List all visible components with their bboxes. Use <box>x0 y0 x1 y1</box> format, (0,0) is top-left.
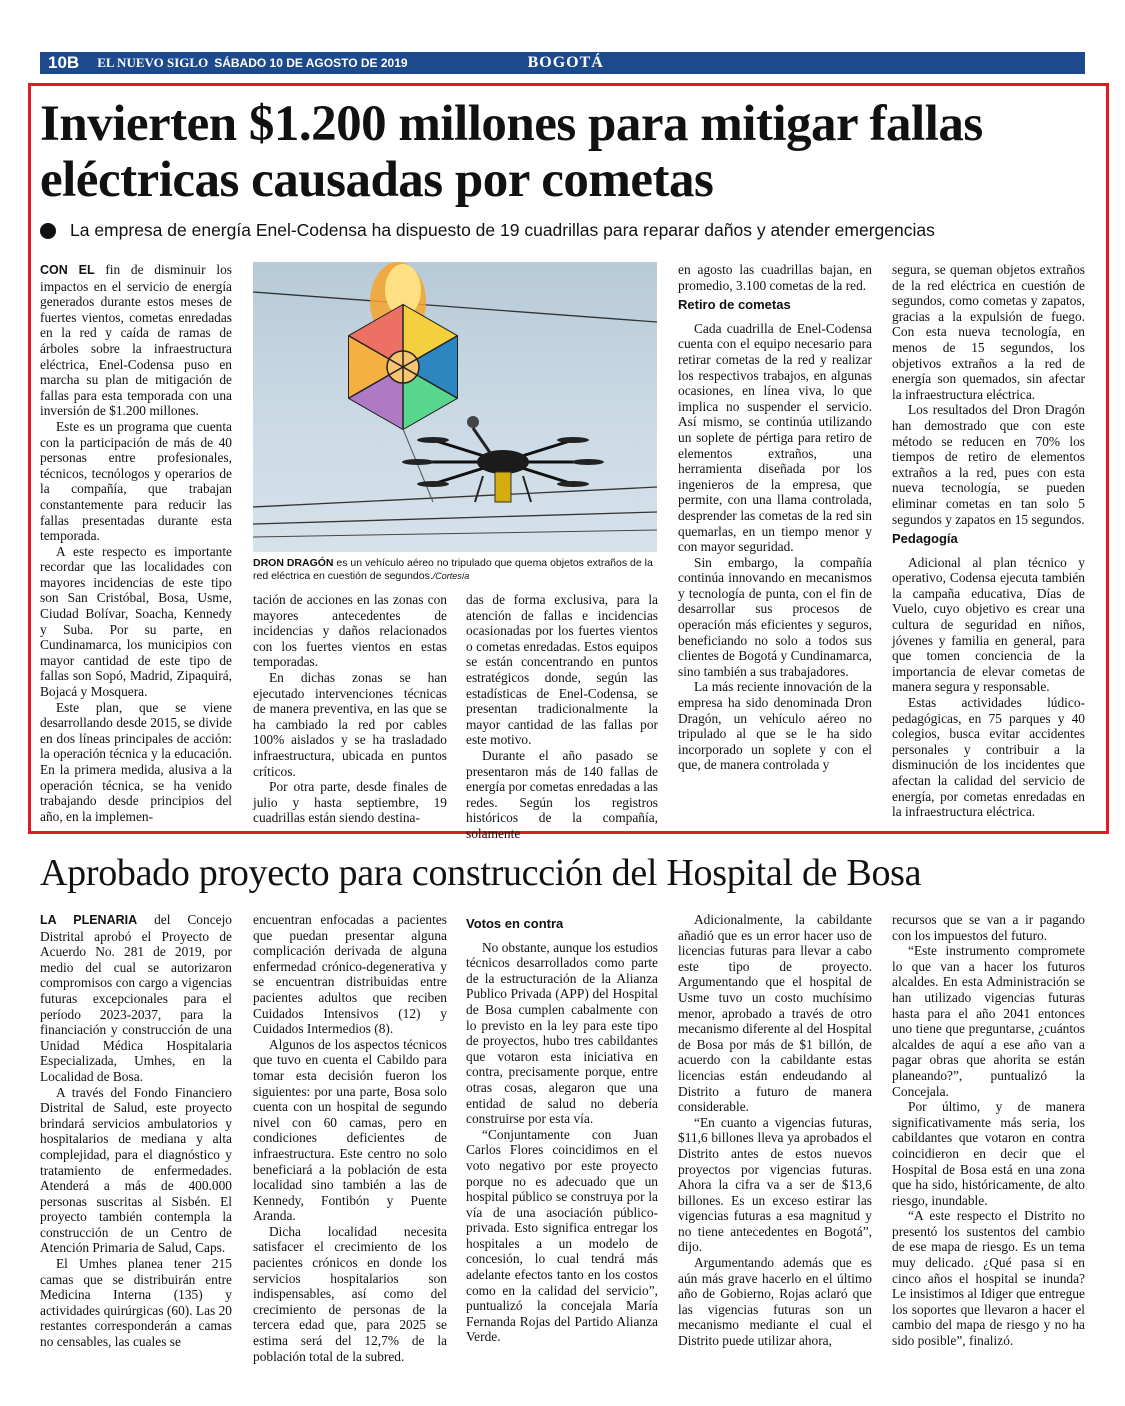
paragraph-text: del Concejo Distrital aprobó el Proyecto de Acuerdo No. 281 de 2019, por medio del cual se autorizaron compromisos con cargo a vigencias futuras excepcionales para el período 2023-2037, para la financiación y construcción de una Unidad Médica Hospitalaria Especializada, Umhes, en la Localidad de Bosa. <box>40 912 232 1084</box>
article1-column-2 <box>253 592 447 826</box>
paragraph: Por otra parte, desde finales de julio y hasta septiembre, 19 cuadrillas están siendo destina- <box>253 779 447 826</box>
article2-column-4 <box>678 912 872 1349</box>
lead-cap: CON EL <box>40 263 95 277</box>
paragraph: tación de acciones en las zonas con mayores antecedentes de incidencias y daños relacionados con los fuertes vientos en estas temporadas. <box>253 592 447 670</box>
paragraph: encuentran enfocadas a pacientes que puedan presentar alguna complicación derivada de alguna enfermedad crónico-degenerativa y se encuentran distribuidas entre pacientes adultos que reciben Cuidados Intensivos (12) y Cuidados Intermedios (8). <box>253 912 447 1037</box>
subheading: Votos en contra <box>466 916 564 931</box>
paragraph: en agosto las cuadrillas bajan, en promedio, 3.100 cometas de la red. <box>678 262 872 293</box>
bullet-icon <box>40 223 56 239</box>
paragraph: Por último, y de manera significativamente más seria, los cabildantes que votaron en contra coincidieron en decir que el Hospital de Bosa está en una zona que ha sido, históricamente, de alto riesgo, inundable. <box>892 1099 1085 1208</box>
paragraph: Este es un programa que cuenta con la participación de más de 40 personas entre profesionales, técnicos, tecnólogos y operarios de la compañía, que trabajan constantemente para reducir las fallas presentadas durante esta temporada. <box>40 418 232 544</box>
section-name: BOGOTÁ <box>527 54 604 71</box>
photo-caption <box>253 557 657 583</box>
article2-column-2 <box>253 912 447 1364</box>
paragraph: Durante el año pasado se presentaron más de 140 fallas de energía por cometas enredadas a las redes. Según los registros históricos de la compañía, solamente <box>466 747 658 841</box>
paragraph-text: fin de disminuir los impactos en el servicio de energía generados durante estos meses de fuertes vientos, cometas enredadas en la red y caída de ramas de árboles sobre la infraestructura eléctrica, Enel-Codensa puso en marcha su plan de mitigación de fallas para esta temporada con una inversión de $1.200 millones. <box>40 262 232 419</box>
paragraph: Sin embargo, la compañía continúa innovando en mecanismos y tecnología de punta, con el fin de desarrollar sus procesos de operación más eficientes y seguros, beneficiando no solo a todos sus clientes de Bogotá y Cundinamarca, sino también a sus trabajadores. <box>678 554 872 679</box>
caption-bold: DRON DRAGÓN <box>253 557 334 569</box>
paragraph: No obstante, aunque los estudios técnicos desarrollados como parte de la estructuración de la Alianza Publico Privada (APP) del Hospital de Bosa cumplen cabalmente con lo previsto en la ley para este tipo de proyectos, hubo tres cabildantes que votaron esta iniciativa en contra, precisamente porque, entre otras cosas, alegaron que una entidad de salud no debería construirse por esta vía. <box>466 939 658 1127</box>
page-number: 10B <box>40 53 87 73</box>
paragraph: Este plan, que se viene desarrollando desde 2015, se divide en dos líneas principales de acción: la operación técnica y la educación. En la primera medida, alusiva a la operación técnica, se ha venido trabajando desde principios del año, en la implemen- <box>40 699 232 824</box>
article1-column-3 <box>466 592 658 842</box>
paragraph: “Este instrumento compromete lo que van a hacer los futuros alcaldes. En esta Administración se han utilizado vigencias futuras hasta para el año 2041 entonces uno tiene que preguntarse, ¿cuántos alcaldes de aquí a ese año van a pagar obras que ahorita se están planeando?”, puntualizó la Concejala. <box>892 943 1085 1099</box>
article2-headline: Aprobado proyecto para construcción del Hospital de Bosa <box>40 852 922 894</box>
article1-headline: Invierten $1.200 millones para mitigar fallas eléctricas causadas por cometas <box>40 96 983 208</box>
paragraph: Adicionalmente, la cabildante añadió que es un error hacer uso de licencias futuras para llevar a cabo este tipo de proyecto. Argumentando que el hospital de Usme tuvo un costo muchísimo menor, aprobado a través de otro mecanismo diferente al del Hospital de Bosa por más de $1 billón, de acuerdo con la cabildante estas licencias están endeudando al Distrito a futuro de manera considerable. <box>678 912 872 1115</box>
article2-column-5 <box>892 912 1085 1349</box>
paragraph: recursos que se van a ir pagando con los impuestos del futuro. <box>892 912 1085 943</box>
article2-column-1 <box>40 912 232 1350</box>
paragraph: Dicha localidad necesita satisfacer el crecimiento de los pacientes crónicos en donde los servicios hospitalarios son indispensables, así como del crecimiento de personas de la tercera edad que, para 2025 se estima será del 12,7% de la población total de la subred. <box>253 1223 447 1364</box>
lead-cap: LA PLENARIA <box>40 913 138 927</box>
drone-photo <box>253 262 657 552</box>
masthead <box>40 52 1085 74</box>
paragraph: El Umhes planea tener 215 camas que se distribuirán entre Medicina Interna (135) y actividades quirúrgicas (60). Las 20 restantes corresponderán a camas no censables, las cuales se <box>40 1256 232 1350</box>
paragraph: Adicional al plan técnico y operativo, Codensa ejecuta también la campaña educativa, Días de Vuelo, cuyo objetivo es crear una cultura de seguridad en niños, jóvenes y familia en general, para que tomen conciencia de la importancia de elevar cometas de manera segura y responsable. <box>892 554 1085 695</box>
article2-column-3 <box>466 912 658 1345</box>
paragraph: “Conjuntamente con Juan Carlos Flores coincidimos en el voto negativo por este proyecto porque no es adecuado que un hospital público se construya por la vía de una asociación público-privada. Esto significa entregar los hospitales a un modelo de concesión, lo cual tendrá más adelante efectos tanto en los costos como en la calidad del servicio”, puntualizó la concejala María Fernanda Rojas del Partido Alianza Verde. <box>466 1126 658 1345</box>
paragraph: A este respecto es importante recordar que las localidades con mayores incidencias de este tipo son San Cristóbal, Bosa, Usme, Ciudad Bolívar, Soacha, Kennedy y Suba. Por su parte, en Cundinamarca, los municipios con mayor cantidad de este tipo de fallas son Sopó, Madrid, Zipaquirá, Bojacá y Mosquera. <box>40 543 232 700</box>
paragraph: La más reciente innovación de la empresa ha sido denominada Dron Dragón, un vehículo aéreo no tripulado al que se le ha sido incorporado un soplete y con el que, de manera controlada y <box>678 679 872 773</box>
paragraph: segura, se queman objetos extraños de la red eléctrica en cuestión de segundos, como cometas y zapatos, gracias a la expulsión de fuego. Con esta nueva tecnología, en menos de 15 segundos, los objetivos extraños a la red de energía son quemados, sin afectar la infraestructura eléctrica. <box>892 262 1085 402</box>
paragraph <box>40 262 232 419</box>
paragraph <box>40 912 232 1085</box>
paragraph: Algunos de los aspectos técnicos que tuvo en cuenta el Cabildo para tomar esta decisión fueron los siguientes: por una parte, Bosa solo cuenta con un hospital de segundo nivel con 60 camas, pero en condiciones deficientes de infraestructura. Este centro no solo beneficiará a la población de esta localidad sino también a las de Kennedy, Fontibón y Puente Aranda. <box>253 1036 447 1224</box>
paragraph: En dichas zonas se han ejecutado intervenciones técnicas de manera preventiva, en las que se ha cambiado la red por cables 100% aislados y se ha trasladado infraestructura, ubicada en puntos críticos. <box>253 669 447 779</box>
article1-deck-text: La empresa de energía Enel-Codensa ha dispuesto de 19 cuadrillas para reparar daños y atender emergencias <box>70 220 935 240</box>
subheading: Retiro de cometas <box>678 297 791 313</box>
paragraph: Argumentando además que es aún más grave hacerlo en el último año de Gobierno, Rojas aclaró que las vigencias futuras son un mecanismo mediante el cual el Distrito puede utilizar ahora, <box>678 1255 872 1349</box>
paragraph: Cada cuadrilla de Enel-Codensa cuenta con el equipo necesario para retirar cometas de la red y realizar los respectivos trabajos, en algunas ocasiones, en línea viva, lo que implica no suspender el servicio. Así mismo, se continúa utilizando un soplete de pértiga para retiro de elementos extraños, una herramienta diseñada por los ingenieros de la empresa, que permite, con una llama controlada, desprender las cometas de la red sin quemarlas, en un tiempo menor y con mayor seguridad. <box>678 320 872 555</box>
paragraph: A través del Fondo Financiero Distrital de Salud, este proyecto brindará servicios ambulatorios y hospitalarios de mediana y alta complejidad, para el diagnóstico y tratamiento de enfermedades. Atenderá a más de 400.000 personas suscritas al Sisbén. El proyecto también contempla la construcción de un Centro de Atención Primaria de Salud, Caps. <box>40 1084 232 1256</box>
caption-text: es un vehículo aéreo no tripulado que quema objetos extraños de la red eléctrica en cuestión de segundos. <box>253 557 653 582</box>
article1-deck <box>40 220 1100 241</box>
article1-column-4 <box>678 262 872 773</box>
newspaper-name: EL NUEVO SIGLO <box>97 55 209 70</box>
paragraph: “A este respecto el Distrito no presentó los sustentos del cambio de ese mapa de riesgo. Es un tema muy delicado. ¿Qué pasa si en cinco años el hospital se inunda? Le insistimos al Idiger que entregue los soportes que llevaron a hacer el cambio del mapa de riesgo y no ha sido posible”, finalizó. <box>892 1208 1085 1349</box>
caption-credit: /Cortesía <box>432 571 470 581</box>
issue-date: SÁBADO 10 DE AGOSTO DE 2019 <box>214 56 408 70</box>
drone-kite-illustration <box>253 262 657 552</box>
subheading: Pedagogía <box>892 531 958 547</box>
paragraph: Los resultados del Dron Dragón han demostrado que con este método se reducen en 70% los tiempos de retiro de elementos extraños a la red, pues con esta nueva tecnología, se pueden eliminar cometas en tan solo 5 segundos y zapatos en 15 segundos. <box>892 402 1085 527</box>
paragraph: das de forma exclusiva, para la atención de fallas e incidencias ocasionadas por los fuertes vientos o cometas enredadas. Estos equipos se están concentrando en puntos estratégicos donde, según las estadísticas de Enel-Codensa, se presentan tradicionalmente la mayor cantidad de las fallas por este motivo. <box>466 592 658 748</box>
paragraph: “En cuanto a vigencias futuras, $11,6 billones lleva ya aprobados el Distrito antes de estos nuevos proyectos por vigencias futuras. Ahora la cifra va a ser de $13,6 billones. Es un exceso estirar las vigencias futuras a esa magnitud y no tiene antecedentes en Bogotá”, dijo. <box>678 1114 872 1255</box>
paragraph: Estas actividades lúdico-pedagógicas, en 75 parques y 40 colegios, busca evitar accidentes personales y contribuir a la disminución de los incidentes que afectan la calidad del servicio de energía, por cometas enredadas en la infraestructura eléctrica. <box>892 695 1085 820</box>
article1-column-1 <box>40 262 232 824</box>
article1-column-5 <box>892 262 1085 820</box>
